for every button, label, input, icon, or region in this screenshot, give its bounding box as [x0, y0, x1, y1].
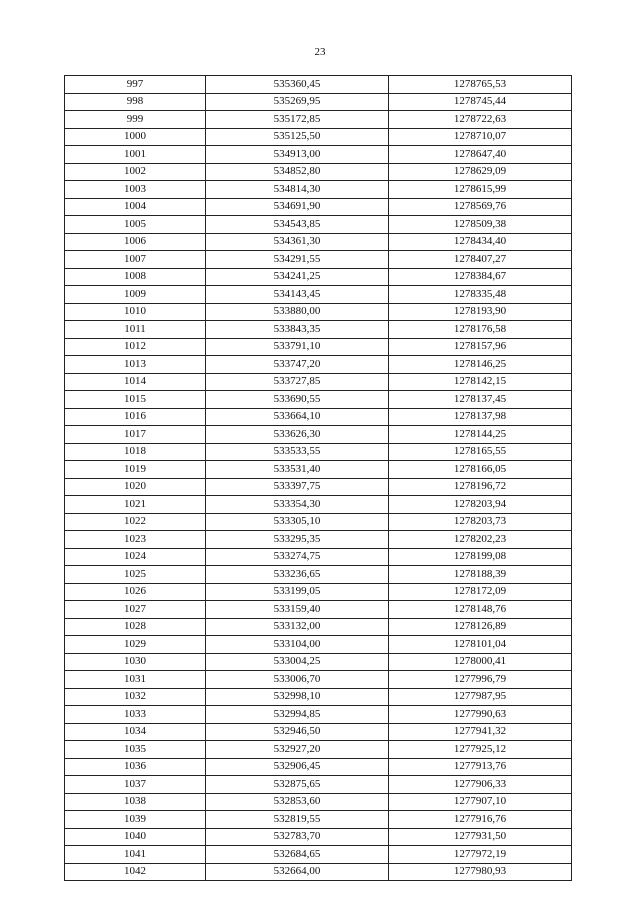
y-coordinate-cell: 1277925,12	[389, 741, 572, 759]
point-number-cell: 1039	[65, 811, 206, 829]
table-row	[65, 758, 572, 776]
point-number-cell: 1036	[65, 758, 206, 776]
point-number-cell: 1009	[65, 286, 206, 304]
x-coordinate-cell: 533690,55	[206, 391, 389, 409]
x-coordinate-cell: 532875,65	[206, 776, 389, 794]
point-number-cell: 1041	[65, 846, 206, 864]
y-coordinate-cell: 1278384,67	[389, 268, 572, 286]
table-row	[65, 128, 572, 146]
table-row	[65, 338, 572, 356]
y-coordinate-cell: 1277987,95	[389, 688, 572, 706]
y-coordinate-cell: 1277913,76	[389, 758, 572, 776]
point-number-cell: 1006	[65, 233, 206, 251]
x-coordinate-cell: 534691,90	[206, 198, 389, 216]
point-number-cell: 1033	[65, 706, 206, 724]
x-coordinate-cell: 532946,50	[206, 723, 389, 741]
y-coordinate-cell: 1278165,55	[389, 443, 572, 461]
point-number-cell: 1038	[65, 793, 206, 811]
table-row	[65, 793, 572, 811]
x-coordinate-cell: 533533,55	[206, 443, 389, 461]
y-coordinate-cell: 1278710,07	[389, 128, 572, 146]
table-row	[65, 863, 572, 881]
y-coordinate-cell: 1278722,63	[389, 111, 572, 129]
x-coordinate-cell: 533132,00	[206, 618, 389, 636]
y-coordinate-cell: 1278193,90	[389, 303, 572, 321]
point-number-cell: 1025	[65, 566, 206, 584]
y-coordinate-cell: 1278335,48	[389, 286, 572, 304]
table-row	[65, 688, 572, 706]
table-row	[65, 513, 572, 531]
table-row	[65, 198, 572, 216]
point-number-cell: 1035	[65, 741, 206, 759]
x-coordinate-cell: 533004,25	[206, 653, 389, 671]
x-coordinate-cell: 533747,20	[206, 356, 389, 374]
x-coordinate-cell: 534543,85	[206, 216, 389, 234]
point-number-cell: 1016	[65, 408, 206, 426]
table-row	[65, 636, 572, 654]
point-number-cell: 1014	[65, 373, 206, 391]
table-row	[65, 601, 572, 619]
point-number-cell: 1027	[65, 601, 206, 619]
x-coordinate-cell: 533295,35	[206, 531, 389, 549]
point-number-cell: 1012	[65, 338, 206, 356]
x-coordinate-cell: 534241,25	[206, 268, 389, 286]
table-row	[65, 461, 572, 479]
point-number-cell: 998	[65, 93, 206, 111]
x-coordinate-cell: 533727,85	[206, 373, 389, 391]
table-row	[65, 566, 572, 584]
point-number-cell: 1032	[65, 688, 206, 706]
y-coordinate-cell: 1278615,99	[389, 181, 572, 199]
y-coordinate-cell: 1277990,63	[389, 706, 572, 724]
y-coordinate-cell: 1277972,19	[389, 846, 572, 864]
x-coordinate-cell: 534291,55	[206, 251, 389, 269]
point-number-cell: 1005	[65, 216, 206, 234]
y-coordinate-cell: 1278166,05	[389, 461, 572, 479]
y-coordinate-cell: 1278509,38	[389, 216, 572, 234]
y-coordinate-cell: 1278144,25	[389, 426, 572, 444]
x-coordinate-cell: 535360,45	[206, 76, 389, 94]
table-row	[65, 286, 572, 304]
point-number-cell: 1010	[65, 303, 206, 321]
table-row	[65, 496, 572, 514]
x-coordinate-cell: 533354,30	[206, 496, 389, 514]
table-row	[65, 846, 572, 864]
x-coordinate-cell: 534814,30	[206, 181, 389, 199]
x-coordinate-cell: 535125,50	[206, 128, 389, 146]
x-coordinate-cell: 535172,85	[206, 111, 389, 129]
table-row	[65, 776, 572, 794]
y-coordinate-cell: 1278157,96	[389, 338, 572, 356]
point-number-cell: 997	[65, 76, 206, 94]
table-row	[65, 321, 572, 339]
y-coordinate-cell: 1278203,73	[389, 513, 572, 531]
x-coordinate-cell: 532994,85	[206, 706, 389, 724]
x-coordinate-cell: 535269,95	[206, 93, 389, 111]
x-coordinate-cell: 533664,10	[206, 408, 389, 426]
x-coordinate-cell: 533159,40	[206, 601, 389, 619]
point-number-cell: 1004	[65, 198, 206, 216]
x-coordinate-cell: 534913,00	[206, 146, 389, 164]
table-row	[65, 671, 572, 689]
y-coordinate-cell: 1278146,25	[389, 356, 572, 374]
y-coordinate-cell: 1278203,94	[389, 496, 572, 514]
table-row	[65, 356, 572, 374]
table-row	[65, 548, 572, 566]
x-coordinate-cell: 534361,30	[206, 233, 389, 251]
y-coordinate-cell: 1278148,76	[389, 601, 572, 619]
page-number: 23	[314, 46, 326, 58]
table-row	[65, 373, 572, 391]
x-coordinate-cell: 533531,40	[206, 461, 389, 479]
x-coordinate-cell: 534143,45	[206, 286, 389, 304]
y-coordinate-cell: 1278647,40	[389, 146, 572, 164]
point-number-cell: 1018	[65, 443, 206, 461]
table-row	[65, 268, 572, 286]
y-coordinate-cell: 1277906,33	[389, 776, 572, 794]
x-coordinate-cell: 533006,70	[206, 671, 389, 689]
table-row	[65, 391, 572, 409]
table-row	[65, 828, 572, 846]
point-number-cell: 1031	[65, 671, 206, 689]
y-coordinate-cell: 1278000,41	[389, 653, 572, 671]
y-coordinate-cell: 1278434,40	[389, 233, 572, 251]
table-row	[65, 303, 572, 321]
point-number-cell: 1034	[65, 723, 206, 741]
table-row	[65, 233, 572, 251]
table-row	[65, 741, 572, 759]
y-coordinate-cell: 1278202,23	[389, 531, 572, 549]
point-number-cell: 1015	[65, 391, 206, 409]
y-coordinate-cell: 1278137,45	[389, 391, 572, 409]
table-row	[65, 426, 572, 444]
x-coordinate-cell: 533104,00	[206, 636, 389, 654]
x-coordinate-cell: 533880,00	[206, 303, 389, 321]
point-number-cell: 1017	[65, 426, 206, 444]
y-coordinate-cell: 1278569,76	[389, 198, 572, 216]
y-coordinate-cell: 1278101,04	[389, 636, 572, 654]
y-coordinate-cell: 1277931,50	[389, 828, 572, 846]
point-number-cell: 1040	[65, 828, 206, 846]
table-row	[65, 216, 572, 234]
x-coordinate-cell: 533791,10	[206, 338, 389, 356]
table-row	[65, 251, 572, 269]
x-coordinate-cell: 533397,75	[206, 478, 389, 496]
point-number-cell: 999	[65, 111, 206, 129]
point-number-cell: 1021	[65, 496, 206, 514]
y-coordinate-cell: 1278188,39	[389, 566, 572, 584]
point-number-cell: 1026	[65, 583, 206, 601]
point-number-cell: 1013	[65, 356, 206, 374]
y-coordinate-cell: 1277980,93	[389, 863, 572, 881]
x-coordinate-cell: 532783,70	[206, 828, 389, 846]
y-coordinate-cell: 1278142,15	[389, 373, 572, 391]
coordinates-table-body	[65, 76, 572, 881]
x-coordinate-cell: 532906,45	[206, 758, 389, 776]
table-row	[65, 76, 572, 94]
point-number-cell: 1001	[65, 146, 206, 164]
y-coordinate-cell: 1278199,08	[389, 548, 572, 566]
y-coordinate-cell: 1277996,79	[389, 671, 572, 689]
table-row	[65, 478, 572, 496]
y-coordinate-cell: 1278196,72	[389, 478, 572, 496]
x-coordinate-cell: 532998,10	[206, 688, 389, 706]
x-coordinate-cell: 533236,65	[206, 566, 389, 584]
point-number-cell: 1011	[65, 321, 206, 339]
table-row	[65, 163, 572, 181]
table-row	[65, 146, 572, 164]
x-coordinate-cell: 532684,65	[206, 846, 389, 864]
table-row	[65, 93, 572, 111]
point-number-cell: 1028	[65, 618, 206, 636]
point-number-cell: 1029	[65, 636, 206, 654]
table-row	[65, 181, 572, 199]
x-coordinate-cell: 532927,20	[206, 741, 389, 759]
point-number-cell: 1020	[65, 478, 206, 496]
point-number-cell: 1037	[65, 776, 206, 794]
y-coordinate-cell: 1277916,76	[389, 811, 572, 829]
table-row	[65, 111, 572, 129]
x-coordinate-cell: 533305,10	[206, 513, 389, 531]
x-coordinate-cell: 533274,75	[206, 548, 389, 566]
y-coordinate-cell: 1278137,98	[389, 408, 572, 426]
point-number-cell: 1022	[65, 513, 206, 531]
x-coordinate-cell: 532819,55	[206, 811, 389, 829]
y-coordinate-cell: 1278407,27	[389, 251, 572, 269]
table-row	[65, 443, 572, 461]
x-coordinate-cell: 532664,00	[206, 863, 389, 881]
y-coordinate-cell: 1277941,32	[389, 723, 572, 741]
table-row	[65, 723, 572, 741]
y-coordinate-cell: 1278765,53	[389, 76, 572, 94]
y-coordinate-cell: 1278629,09	[389, 163, 572, 181]
y-coordinate-cell: 1278126,89	[389, 618, 572, 636]
point-number-cell: 1019	[65, 461, 206, 479]
y-coordinate-cell: 1278745,44	[389, 93, 572, 111]
table-row	[65, 653, 572, 671]
table-row	[65, 583, 572, 601]
x-coordinate-cell: 533199,05	[206, 583, 389, 601]
y-coordinate-cell: 1278172,09	[389, 583, 572, 601]
table-row	[65, 618, 572, 636]
point-number-cell: 1042	[65, 863, 206, 881]
y-coordinate-cell: 1277907,10	[389, 793, 572, 811]
x-coordinate-cell: 533626,30	[206, 426, 389, 444]
x-coordinate-cell: 533843,35	[206, 321, 389, 339]
table-row	[65, 408, 572, 426]
point-number-cell: 1008	[65, 268, 206, 286]
coordinates-table	[64, 75, 572, 881]
table-row	[65, 531, 572, 549]
point-number-cell: 1003	[65, 181, 206, 199]
x-coordinate-cell: 532853,60	[206, 793, 389, 811]
point-number-cell: 1000	[65, 128, 206, 146]
x-coordinate-cell: 534852,80	[206, 163, 389, 181]
table-row	[65, 811, 572, 829]
point-number-cell: 1030	[65, 653, 206, 671]
point-number-cell: 1007	[65, 251, 206, 269]
point-number-cell: 1002	[65, 163, 206, 181]
y-coordinate-cell: 1278176,58	[389, 321, 572, 339]
point-number-cell: 1023	[65, 531, 206, 549]
table-row	[65, 706, 572, 724]
point-number-cell: 1024	[65, 548, 206, 566]
